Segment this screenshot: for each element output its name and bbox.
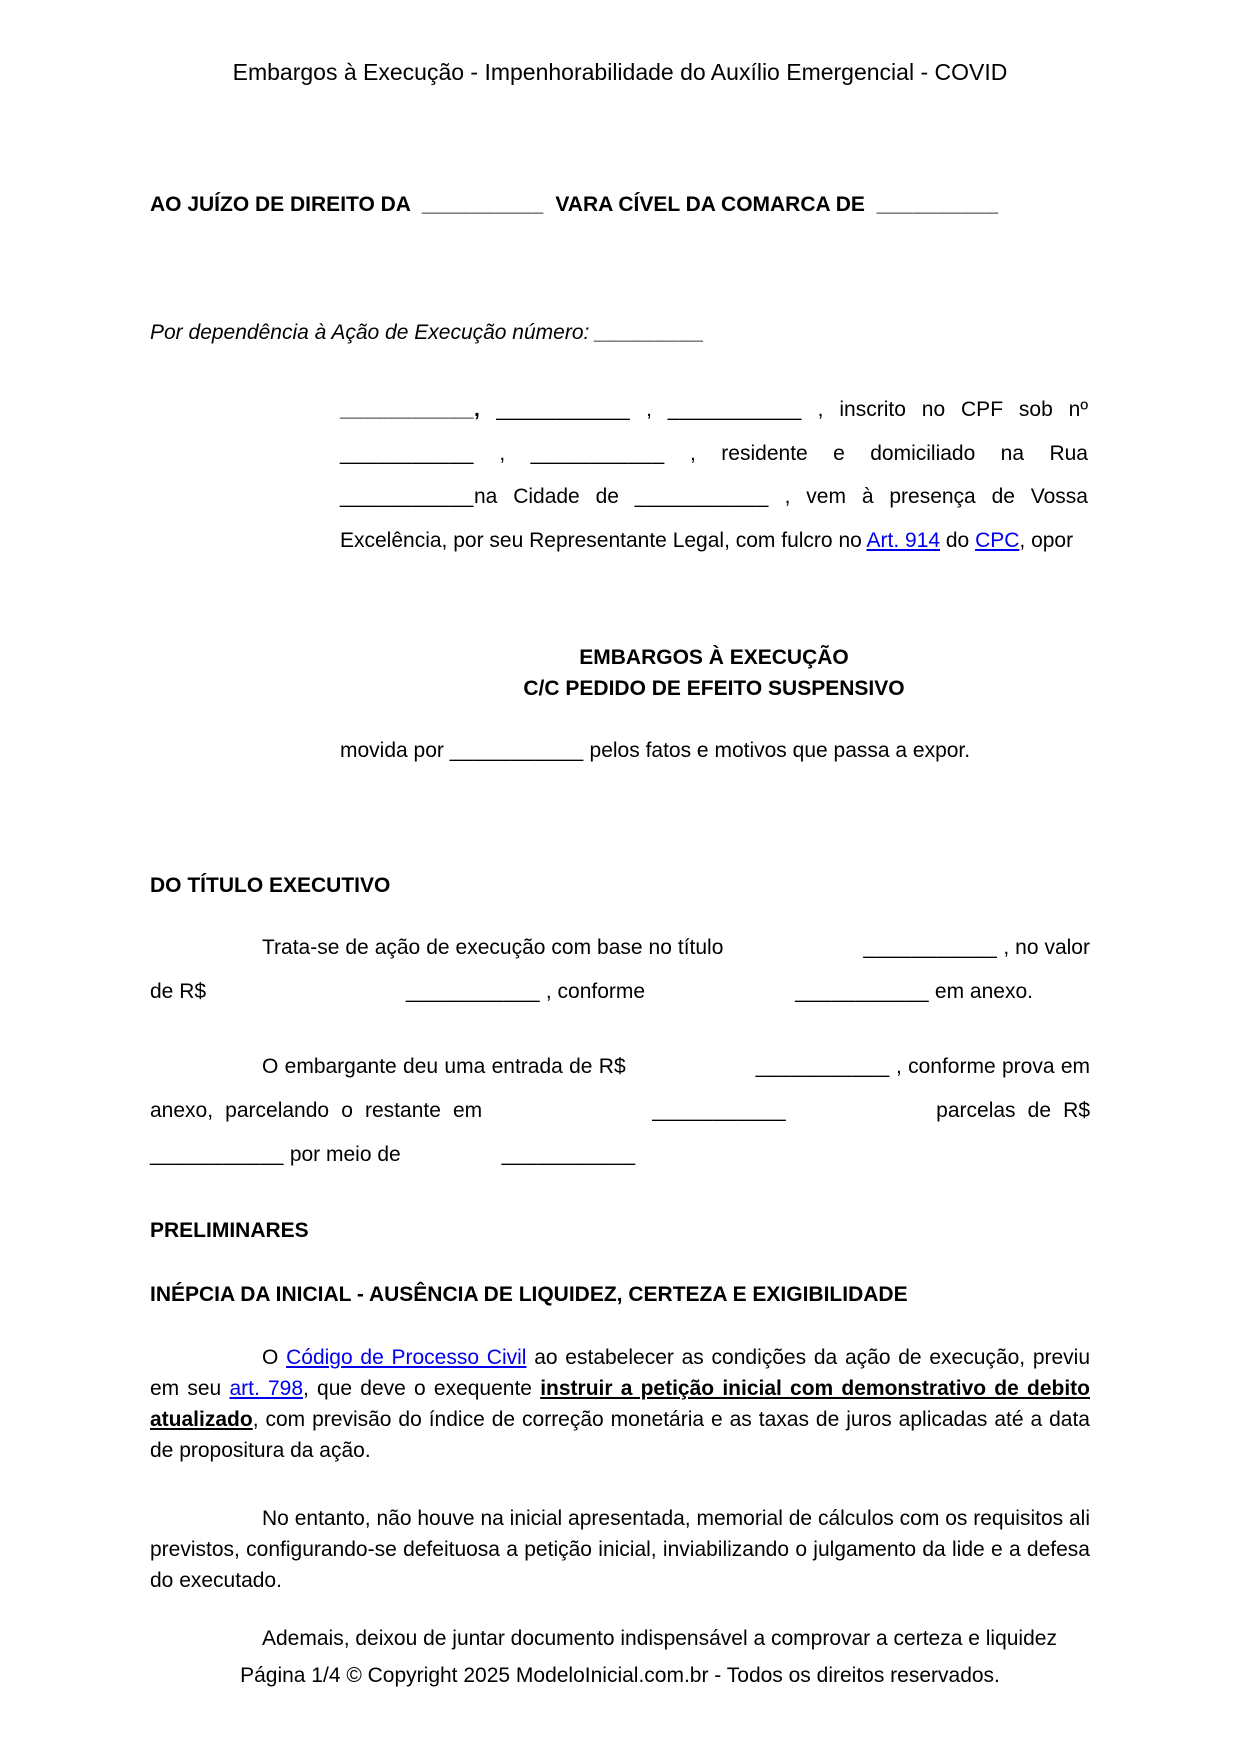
text-segment: , opor xyxy=(1019,528,1074,552)
blank-field-rg: ___________ xyxy=(530,441,665,465)
text-segment: Trata-se de ação de execução com base no título xyxy=(262,936,724,959)
spacer xyxy=(723,953,863,954)
text-segment: O xyxy=(262,1346,287,1369)
petition-title xyxy=(340,642,1088,704)
page-title: Embargos à Execução - Impenhorabilidade do Auxílio Emergencial - COVID xyxy=(232,59,1008,85)
link-art-798[interactable]: art. 798 xyxy=(229,1377,304,1400)
paragraph-inepcia-2: No entanto, não houve na inicial apresentada, memorial de cálculos com os requisitos ali previstos, configurando-se defeituosa a petição inicial, inviabilizando o julgamento da lide e a defesa do executado. xyxy=(150,1507,1090,1592)
text-segment: , conforme prova em anexo, parcelando o restante em xyxy=(150,1055,1090,1122)
text-segment: , com previsão do índice de correção monetária e as taxas de juros aplicadas até a data de propositura da ação. xyxy=(150,1408,1090,1462)
blank-field-meio-pagamento: ___________ xyxy=(501,1143,636,1166)
blank-field-cidade: ___________ xyxy=(634,485,769,508)
paragraph-titulo-2 xyxy=(150,1045,1090,1177)
movida-line xyxy=(340,738,1088,764)
addressing-text: VARA CÍVEL DA COMARCA DE xyxy=(543,193,877,216)
text-segment: na Cidade de xyxy=(473,485,635,508)
blank-field-valor: ___________ xyxy=(406,980,541,1003)
text-segment: , conforme xyxy=(540,980,646,1003)
blank-field-nacionalidade: ___________ xyxy=(496,398,631,421)
addressing-text: AO JUÍZO DE DIREITO DA xyxy=(150,193,422,216)
text-segment xyxy=(480,398,496,421)
dependency-line xyxy=(150,320,1090,346)
blank-field-processo-numero: _________ xyxy=(595,321,705,344)
blank-field-rua: ___________ xyxy=(340,485,474,508)
blank-field-documento: ___________ xyxy=(795,980,930,1003)
paragraph-titulo-1 xyxy=(150,926,1090,1014)
text-segment: pelos fatos e motivos que passa a expor. xyxy=(583,739,971,762)
text-segment: , xyxy=(473,441,531,465)
text-segment: em anexo. xyxy=(929,980,1033,1003)
text-segment: , residente e domiciliado na Rua xyxy=(664,441,1088,465)
petition-title-line2: C/C PEDIDO DE EFEITO SUSPENSIVO xyxy=(523,677,905,700)
emphasis-demonstrativo-debito: instruir a petição inicial com demonstrativo de debito atualizado xyxy=(150,1377,1090,1431)
blank-field-vara: __________ xyxy=(421,193,544,216)
paragraph-inepcia-3: Ademais, deixou de juntar documento indispensável a comprovar a certeza e liquidez xyxy=(262,1627,1057,1650)
text-segment: , xyxy=(630,398,668,421)
spacer xyxy=(786,1116,936,1117)
text-segment: , que deve o exequente xyxy=(303,1377,541,1400)
spacer xyxy=(645,997,795,998)
qualification-paragraph xyxy=(340,388,1088,562)
blank-field-comarca: __________ xyxy=(876,193,999,216)
blank-field-nome: ___________, xyxy=(340,398,481,421)
link-cpc[interactable]: CPC xyxy=(975,528,1020,552)
petition-title-line1: EMBARGOS À EXECUÇÃO xyxy=(579,646,849,669)
blank-field-estado-civil: ___________ xyxy=(667,398,802,421)
spacer xyxy=(482,1116,652,1117)
section-heading-preliminares: PRELIMINARES xyxy=(150,1219,309,1242)
text-segment: do xyxy=(940,528,976,552)
section-heading-inepcia: INÉPCIA DA INICIAL - AUSÊNCIA DE LIQUIDEZ, CERTEZA E EXIGIBILIDADE xyxy=(150,1283,908,1306)
section-heading-titulo-executivo: DO TÍTULO EXECUTIVO xyxy=(150,874,391,897)
text-segment: , inscrito no CPF sob nº xyxy=(801,398,1088,421)
text-segment: , no valor de R$ xyxy=(150,936,1090,1003)
page-footer: Página 1/4 © Copyright 2025 ModeloInicial.com.br - Todos os direitos reservados. xyxy=(240,1664,1000,1687)
text-segment: O embargante deu uma entrada de R$ xyxy=(262,1055,626,1078)
spacer xyxy=(626,1072,756,1073)
blank-field-entrada: ___________ xyxy=(755,1055,890,1078)
link-codigo-processo-civil[interactable]: Código de Processo Civil xyxy=(286,1346,527,1369)
court-addressing xyxy=(150,192,1090,218)
paragraph-inepcia-1 xyxy=(150,1342,1090,1466)
blank-field-titulo: ___________ xyxy=(863,936,998,959)
blank-field-cpf: ___________ xyxy=(340,441,474,465)
text-segment: parcelas de R$ xyxy=(936,1099,1090,1122)
link-art-914[interactable]: Art. 914 xyxy=(866,528,941,552)
blank-field-num-parcelas: ___________ xyxy=(652,1099,787,1122)
text-segment: , vem à presença de Vossa Excelência, por seu Representante Legal, com fulcro no xyxy=(340,485,1088,552)
dependency-label: Por dependência à Ação de Execução número: xyxy=(150,321,596,344)
text-segment: por meio de xyxy=(283,1143,407,1166)
spacer xyxy=(407,1160,502,1161)
blank-field-exequente: ___________ xyxy=(449,739,584,762)
document-content xyxy=(150,58,1090,1652)
text-segment: ao estabelecer as condições da ação de execução, previu em seu xyxy=(150,1346,1091,1400)
spacer xyxy=(206,997,406,998)
text-segment: movida por xyxy=(340,739,450,762)
blank-field-valor-parcela: ___________ xyxy=(150,1143,284,1166)
